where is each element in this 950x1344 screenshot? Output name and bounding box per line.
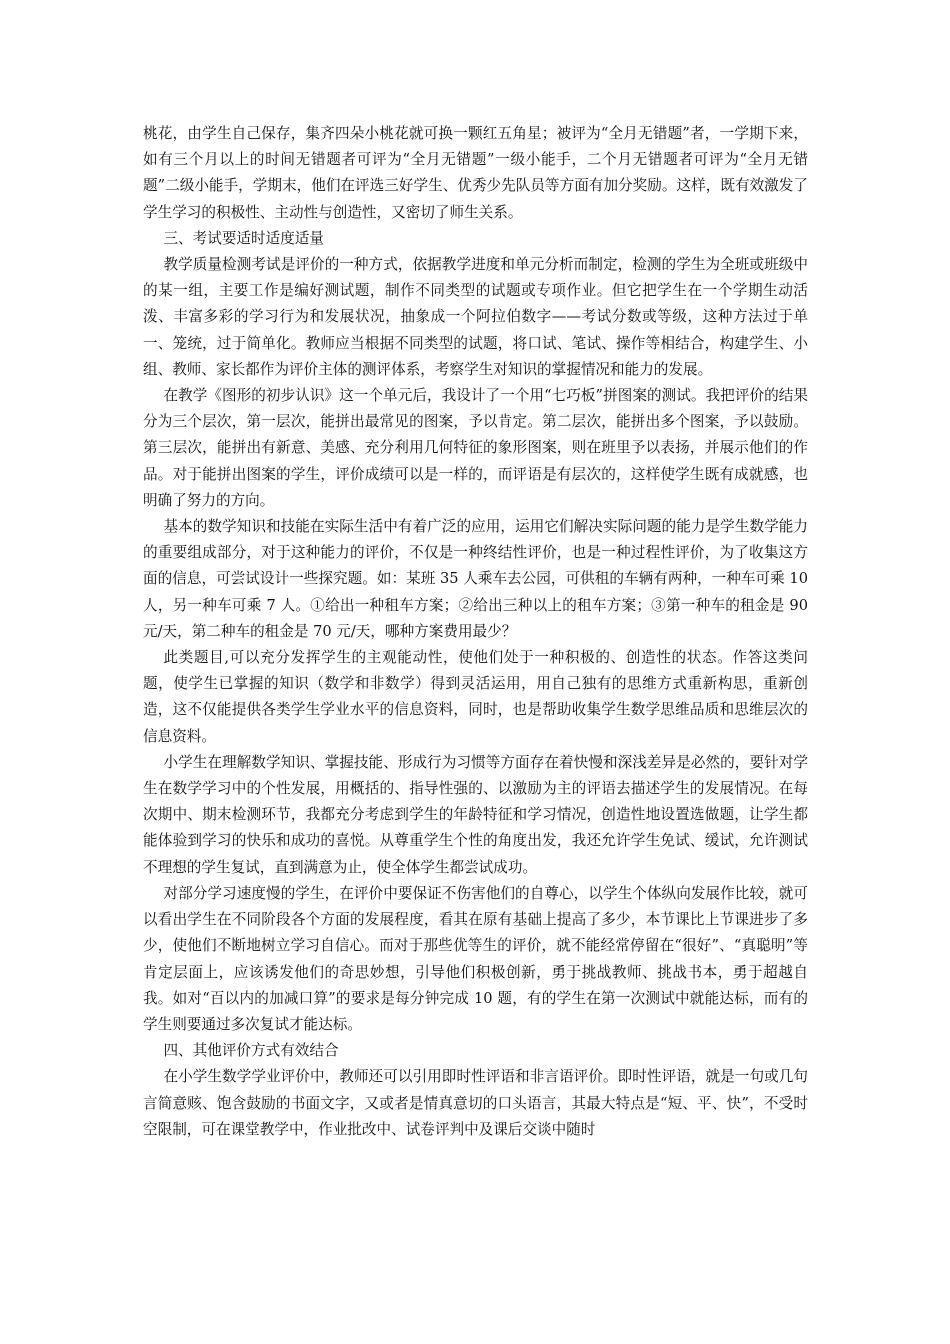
paragraph: 小学生在理解数学知识、掌握技能、形成行为习惯等方面存在着快慢和深浅差异是必然的，要针对学生在数学学习中的个性发展，用概括的、指导性强的、以激励为主的评语去描述学生的发展情况。在每次期中、期末检测环节，我都充分考虑到学生的年龄特征和学习情况，创造性地设置选做题，让学生都能体验到学习的快乐和成功的喜悦。从尊重学生个性的角度出发，我还允许学生免试、缓试，允许测试不理想的学生复试，直到满意为止，使全体学生都尝试成功。 [143, 753, 808, 876]
paragraph: 对部分学习速度慢的学生，在评价中要保证不伤害他们的自尊心，以学生个体纵向发展作比较，就可以看出学生在不同阶段各个方面的发展程度，看其在原有基础上提高了多少，本节课比上节课进步了多少，使他们不断地树立学习自信心。而对于那些优等生的评价，就不能经常停留在“很好”、“真聪明”等肯定层面上，应该诱发他们的奇思妙想，引导他们积极创新，勇于挑战教师、挑战书本，勇于超越自我。如对“百以内的加减口算”的要求是每分钟完成 10 题，有的学生在第一次测试中就能达标，而有的学生则要通过多次复试才能达标。 [143, 884, 808, 1033]
paragraph-intro: 桃花，由学生自己保存，集齐四朵小桃花就可换一颗红五角星；被评为“全月无错题”者，一学期下来，如有三个月以上的时间无错题者可评为“全月无错题”一级小能手，二个月无错题者可评为“全月无错题”二级小能手，学期末，他们在评选三好学生、优秀少先队员等方面有加分奖励。这样，既有效激发了学生学习的积极性、主动性与创造性，又密切了师生关系。 [143, 125, 808, 221]
paragraph: 在小学生数学学业评价中，教师还可以引用即时性评语和非言语评价。即时性评语，就是一句或几句言简意赅、饱含鼓励的书面文字，又或者是情真意切的口头语言，其最大特点是“短、平、快”，不受时空限制，可在课堂教学中，作业批改中、试卷评判中及课后交谈中随时 [143, 1068, 808, 1138]
paragraph: 在教学《图形的初步认识》这一个单元后，我设计了一个用“七巧板”拼图案的测试。我把评价的结果分为三个层次，第一层次，能拼出最常见的图案，予以肯定。第二层次，能拼出多个图案，予以鼓励。第三层次，能拼出有新意、美感、充分利用几何特征的象形图案，则在班里予以表扬，并展示他们的作品。对于能拼出图案的学生，评价成绩可以是一样的，而评语是有层次的，这样使学生既有成就感，也明确了努力的方向。 [143, 387, 808, 509]
section-heading-4: 四、其他评价方式有效结合 [163, 1042, 339, 1060]
section-heading-3: 三、考试要适时适度适量 [163, 229, 324, 247]
paragraph: 基本的数学知识和技能在实际生活中有着广泛的应用，运用它们解决实际问题的能力是学生数学能力的重要组成部分，对于这种能力的评价，不仅是一种终结性评价，也是一种过程性评价，为了收集这方面的信息，可尝试设计一些探究题。如：某班 35 人乘车去公园，可供租的车辆有两种，一种车可乘 10 人，另一种车可乘 7 人。①给出一种租车方案；②给出三种以上的租车方案；③第一种车的租金是 90 元/天，第二种车的租金是 70 元/天，哪种方案费用最少？ [143, 518, 808, 640]
document-page [143, 121, 808, 1143]
paragraph: 此类题目,可以充分发挥学生的主观能动性，使他们处于一种积极的、创造性的状态。作答这类问题，使学生已掌握的知识（数学和非数学）得到灵活运用，用自己独有的思维方式重新构思，重新创造，这不仅能提供各类学生学业水平的信息资料，同时，也是帮助收集学生数学思维品质和思维层次的信息资料。 [143, 649, 808, 745]
paragraph: 教学质量检测考试是评价的一种方式，依据教学进度和单元分析而制定，检测的学生为全班或班级中的某一组，主要工作是编好测试题，制作不同类型的试题或专项作业。但它把学生在一个学期生动活泼、丰富多彩的学习行为和发展状况，抽象成一个阿拉伯数字——考试分数或等级，这种方法过于单一、笼统，过于简单化。教师应当根据不同类型的试题，将口试、笔试、操作等相结合，构建学生、小组、教师、家长都作为评价主体的测评体系，考察学生对知识的掌握情况和能力的发展。 [143, 256, 808, 378]
